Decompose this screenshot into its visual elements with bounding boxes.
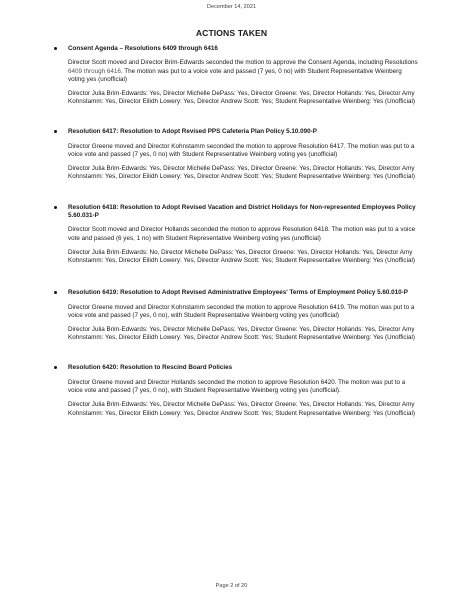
page-title: ACTIONS TAKEN [195, 28, 268, 38]
header-date: December 14, 2021 [206, 4, 257, 10]
bullet-icon [54, 366, 57, 369]
page-number: Page 2 of 20 [215, 583, 248, 589]
vote-text: Director Julia Brim-Edwards: Yes, Director Michelle DePass: Yes, Director Greene: Yes, Director Hollands: Yes, Director Amy Kohnstamm: Yes, Director Eilidh Lowery: Yes, Director Andrew Scott: Yes; Student Representative Weinberg: Yes (Unofficial) [68, 90, 415, 106]
vote-text: Director Julia Brim-Edwards: Yes, Director Michelle DePass: Yes, Director Greene: Yes, Director Hollands: Yes, Director Amy Kohnstamm: Yes, Director Eilidh Lowery: Yes, Director Andrew Scott: Yes; Student Representative Weinberg: Yes (Unofficial) [68, 401, 415, 417]
list-item [54, 364, 419, 417]
bullet-icon [54, 291, 57, 294]
bullet-icon [54, 47, 57, 50]
bullet-icon [54, 130, 57, 133]
actions-list [54, 45, 419, 440]
list-item [54, 45, 419, 106]
motion-text: Director Greene moved and Director Kohnstamm seconded the motion to approve Resolution 6417. The motion was put to a voice vote and passed (7 yes, 0 no) with Student Representative Weinberg voting yes (unofficial) [68, 142, 415, 159]
item-heading: Resolution 6418: Resolution to Adopt Revised Vacation and District Holidays for Non-represented Employees Policy 5.60.031-P [68, 203, 416, 220]
item-heading: Consent Agenda – Resolutions 6409 through 6416 [68, 45, 218, 52]
vote-text: Director Julia Brim-Edwards: Yes, Director Michelle DePass: Yes, Director Greene: Yes, Director Hollands: Yes, Director Amy Kohnstamm: Yes, Director Eilidh Lowery: Yes, Director Andrew Scott: Yes; Student Representative Weinberg: Yes (Unofficial) [68, 165, 415, 181]
list-item [54, 289, 419, 342]
motion-text: Director Scott moved and Director Brim-Edwards seconded the motion to approve the Consent Agenda, including Resolutions 6409 through 6416. The motion was put to a voice vote and passed (7 yes, 0 no) with Student Representative Weinberg voting yes (unofficial) [68, 59, 418, 83]
vote-text: Director Julia Brim-Edwards: No, Director Michelle DePass: Yes, Director Greene: Yes, Director Hollands: Yes, Director Amy Kohnstamm: Yes, Director Eilidh Lowery: Yes, Director Andrew Scott: Yes; Student Representative Weinberg: Yes (Unofficial) [68, 248, 415, 265]
item-heading: Resolution 6417: Resolution to Adopt Revised PPS Cafeteria Plan Policy 5.10.090-P [68, 128, 317, 136]
item-heading: Resolution 6420: Resolution to Rescind Board Policies [68, 364, 233, 372]
motion-text: Director Greene moved and Director Kohnstamm seconded the motion to approve Resolution 6419. The motion was put to a voice vote and passed (7 yes, 0 no), with Student Representative Weinberg voting yes (unofficial) [68, 303, 415, 319]
motion-text: Director Scott moved and Director Hollands seconded the motion to approve Resolution 6418. The motion was put to a voice vote and passed (6 yes, 1 no) with Student Representative Weinberg voting yes (unofficial) [68, 226, 416, 242]
list-item [54, 128, 419, 181]
vote-text: Director Julia Brim-Edwards: Yes, Director Michelle DePass: Yes, Director Greene: Yes, Director Hollands: Yes, Director Amy Kohnstamm: Yes, Director Eilidh Lowery: Yes, Director Andrew Scott: Yes; Student Representative Weinberg: Yes (Unofficial) [68, 326, 415, 342]
bullet-icon [54, 206, 57, 209]
resolution-range: 6409 through 6416 [68, 67, 121, 75]
list-item [54, 204, 419, 266]
item-heading: Resolution 6419: Resolution to Adopt Revised Administrative Employees' Terms of Employment Policy 5.60.010-P [68, 289, 408, 297]
motion-text: Director Greene moved and Director Hollands seconded the motion to approve Resolution 6420. The motion was put to a voice vote and passed (7 yes, 0 no), with Student Representative Weinberg voting yes (unofficial). [68, 378, 406, 395]
